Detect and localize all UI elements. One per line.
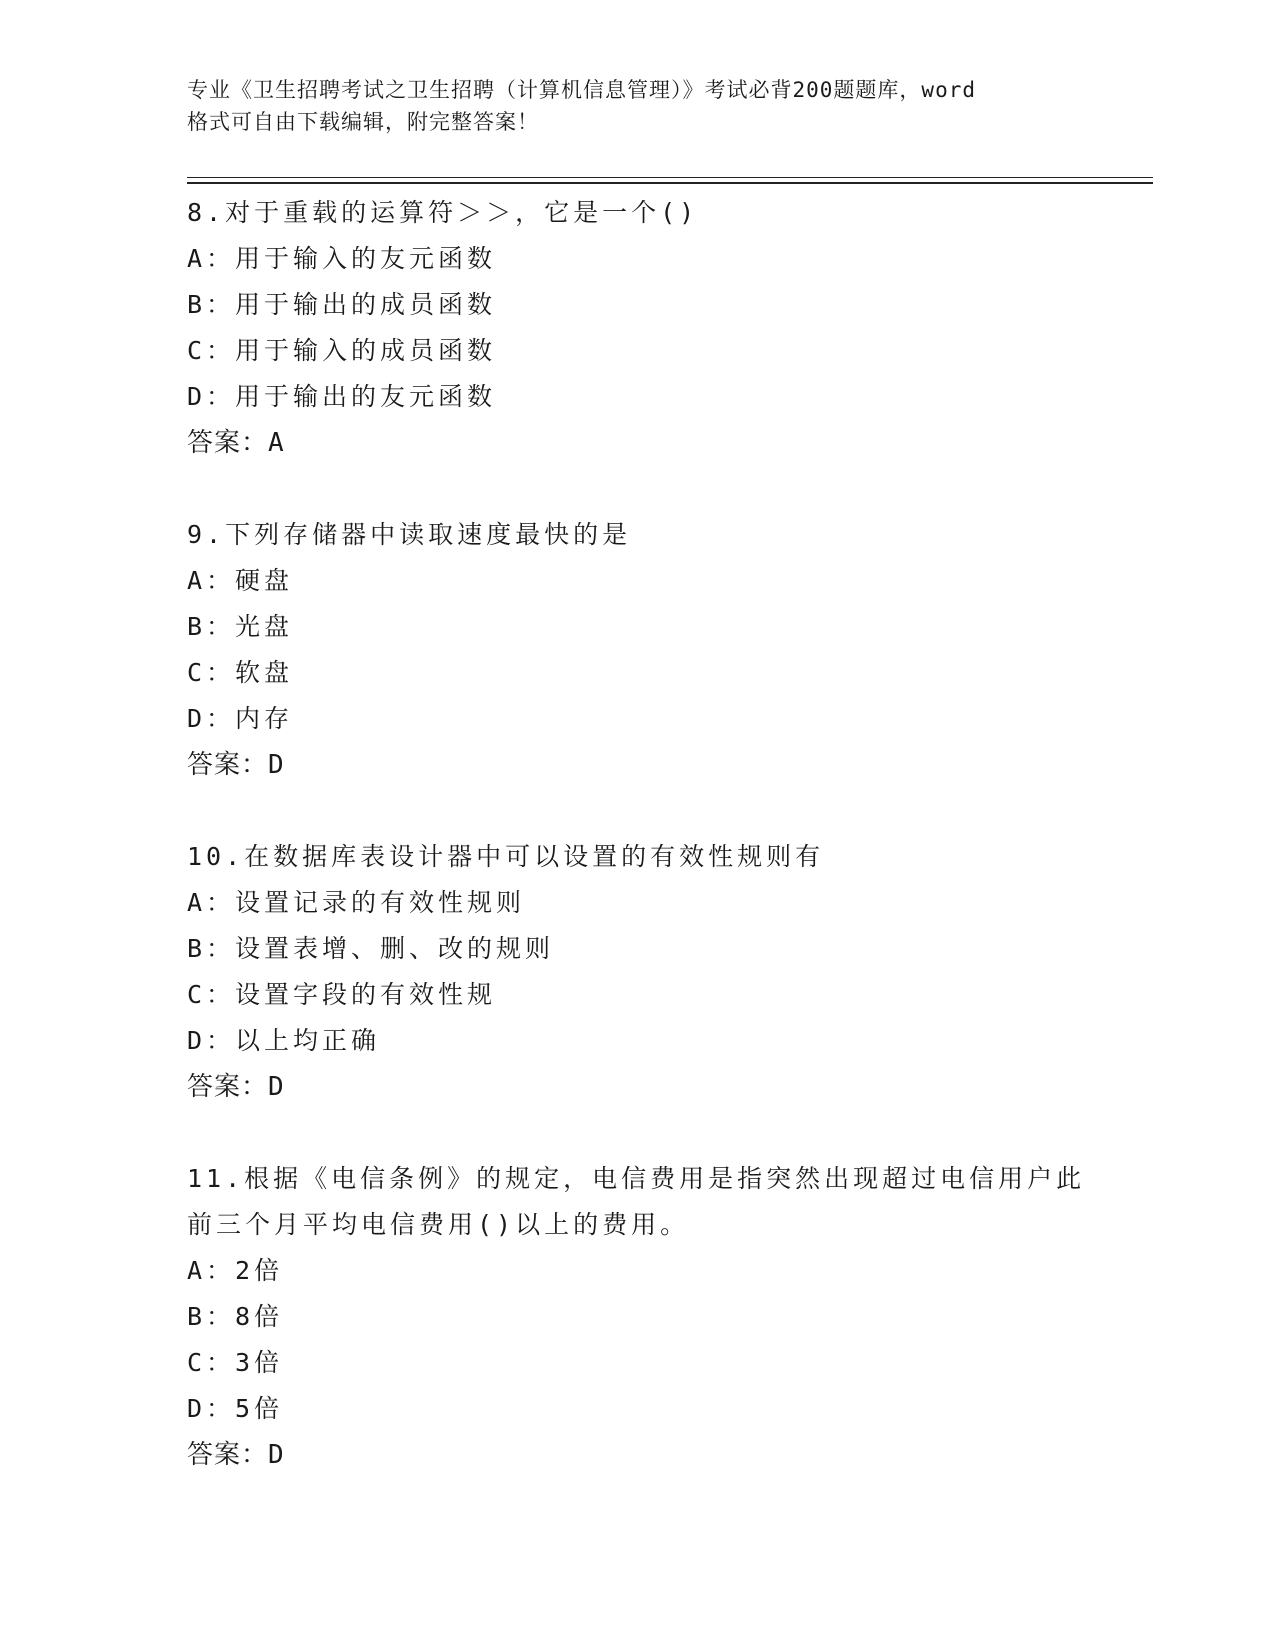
answer-label: 答案：	[187, 428, 269, 458]
option-b: B：8倍	[187, 1302, 284, 1331]
question-text	[187, 512, 1087, 558]
answer-value: D	[268, 1440, 285, 1470]
header-line-1: 专业《卫生招聘考试之卫生招聘（计算机信息管理）》考试必背200题题库，word	[187, 78, 976, 102]
header-line-2: 格式可自由下载编辑，附完整答案！	[187, 110, 539, 134]
question-text-line: 8.对于重载的运算符＞＞，它是一个()	[187, 198, 699, 227]
question-text-line: 9.下列存储器中读取速度最快的是	[187, 520, 632, 549]
question-list	[187, 190, 1087, 1524]
answer-label: 答案：	[187, 750, 269, 780]
question-text	[187, 834, 1087, 880]
option-a: A：2倍	[187, 1256, 284, 1285]
option-a: A：设置记录的有效性规则	[187, 888, 526, 917]
option-c: C：设置字段的有效性规	[187, 980, 497, 1009]
answer-label: 答案：	[187, 1072, 269, 1102]
option-b: B：设置表增、删、改的规则	[187, 934, 555, 963]
answer-value: A	[268, 428, 285, 458]
option-a: A：硬盘	[187, 566, 294, 595]
option-d: D：以上均正确	[187, 1026, 381, 1055]
answer-value: D	[268, 750, 285, 780]
answer-line	[187, 1432, 1087, 1478]
question-text-line: 11.根据《电信条例》的规定，电信费用是指突然出现超过电信用户此	[187, 1164, 1086, 1193]
answer-line	[187, 420, 1087, 466]
question-8	[187, 190, 1087, 466]
header-divider-thin	[187, 177, 1153, 178]
option-a: A：用于输入的友元函数	[187, 244, 497, 273]
option-b: B：用于输出的成员函数	[187, 290, 497, 319]
answer-value: D	[268, 1072, 285, 1102]
question-text	[187, 1156, 1087, 1248]
option-c: C：用于输入的成员函数	[187, 336, 497, 365]
question-text	[187, 190, 1087, 236]
question-9	[187, 512, 1087, 788]
header-divider-thick	[187, 182, 1153, 184]
option-d: D：5倍	[187, 1394, 284, 1423]
question-11	[187, 1156, 1087, 1478]
question-text-line: 前三个月平均电信费用()以上的费用。	[187, 1210, 690, 1239]
question-10	[187, 834, 1087, 1110]
answer-label: 答案：	[187, 1440, 269, 1470]
option-d: D：内存	[187, 704, 294, 733]
question-text-line: 10.在数据库表设计器中可以设置的有效性规则有	[187, 842, 825, 871]
option-b: B：光盘	[187, 612, 294, 641]
answer-line	[187, 742, 1087, 788]
option-c: C：3倍	[187, 1348, 284, 1377]
option-c: C：软盘	[187, 658, 294, 687]
document-header	[187, 74, 1087, 138]
answer-line	[187, 1064, 1087, 1110]
option-d: D：用于输出的友元函数	[187, 382, 497, 411]
